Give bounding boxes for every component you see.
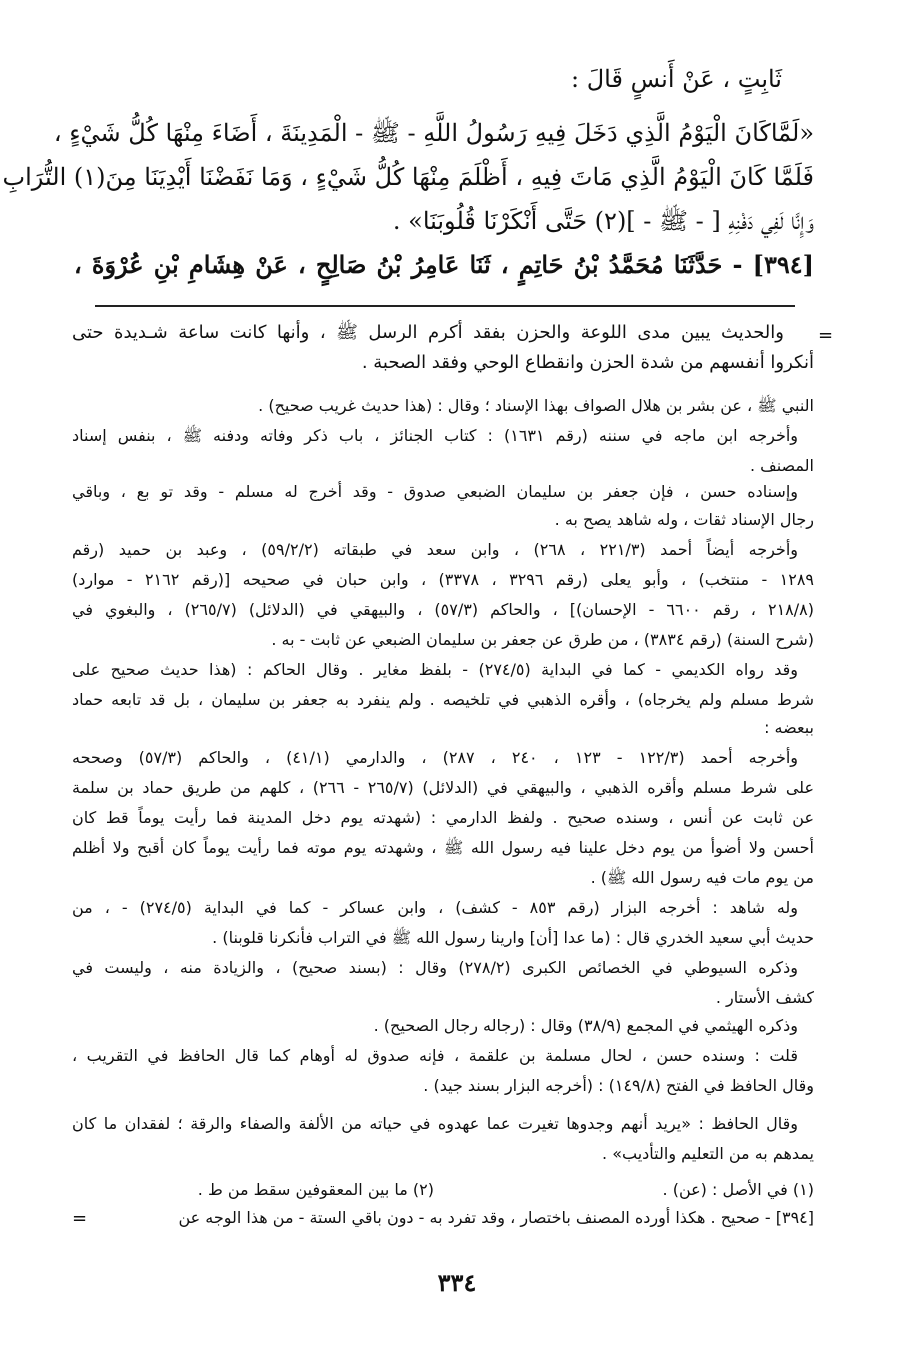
note-line: وأخرجه أيضاً أحمد (٢٢١/٣ ، ٢٦٨) ، وابن سعد في طبقاته (٥٩/٢/٢) ، وعبد بن حميد (رقم: [72, 540, 798, 559]
note-line: حديث أبي سعيد الخدري قال : (ما عدا [أن] وارينا رسول الله ﷺ في التراب فأنكرنا قلوبنا) .: [212, 928, 814, 947]
main-text-line: ثَابِتٍ ، عَنْ أَنسٍ قَالَ :: [571, 65, 782, 93]
intro-note-line: أنكروا أنفسهم من شدة الحزن وانقطاع الوحي وفقد الصحبة .: [361, 352, 814, 373]
note-line: النبي ﷺ ، عن بشر بن هلال الصواف بهذا الإسناد ؛ وقال : (هذا حديث غريب صحيح) .: [258, 396, 814, 415]
note-line: وأخرجه ابن ماجه في سننه (رقم ١٦٣١) : كتاب الجنائز ، باب ذكر وفاته ودفنه ﷺ ، بنفس إسناد: [72, 426, 799, 445]
note-line: وذكره الهيثمي في المجمع (٣٨/٩) وقال : (رجاله رجال الصحيح) .: [373, 1016, 798, 1035]
note-line: وذكره السيوطي في الخصائص الكبرى (٢٧٨/٢) وقال : (بسند صحيح) ، والزيادة منه ، وليست في: [72, 958, 798, 977]
note-line: رجال الإسناد ثقات ، وله شاهد يصح به .: [554, 510, 814, 529]
note-line: وقال الحافظ في الفتح (١٤٩/٨) : (أخرجه البزار بسند جيد) .: [423, 1076, 814, 1095]
note-line: وقد رواه الكديمي - كما في البداية (٢٧٤/٥) - بلفظ مغاير . وقال الحاكم : (هذا حديث صحيح على: [72, 660, 799, 679]
note-line: شرط مسلم ولم يخرجاه) ، وأقره الذهبي في تلخيصه . ولم ينفرد به جعفر بن سليمان ، بل قد تابعه حماد: [72, 690, 814, 709]
note-line: وإسناده حسن ، فإن جعفر بن سليمان الضبعي صدوق - وقد أخرج له مسلم - وقد تو بع ، وباقي: [72, 482, 798, 501]
note-line: وقال الحافظ : «يريد أنهم وجدوها تغيرت عما عهدوه في حياته من الألفة والصفاء والرقة ؛ لفقدان ما كان: [72, 1114, 798, 1133]
footnote-2: (٢) ما بين المعقوفين سقط من ط .: [197, 1180, 434, 1199]
main-text-line: «لَمَّاكَانَ الْيَوْمُ الَّذِي دَخَلَ فِيهِ رَسُولُ اللَّهِ - ﷺ - الْمَدِينَةَ ، أَضَاءَ مِنْهَا كُلُّ شَيْءٍ ،: [53, 119, 814, 147]
note-line: ١٢٨٩ - منتخب) ، وأبو يعلى (رقم ٣٢٩٦ ، ٣٣٧٨) ، وابن حبان في صحيحه [(رقم ٢١٦٢ - موارد): [72, 570, 814, 589]
main-text-line: وَإِنَّا لَفِي دَفْنِهِ [ - ﷺ - ](٢) حَتَّى أَنْكَرْنَا قُلُوبَنَا» .: [392, 207, 814, 235]
note-line: أحسن ولا أضوأ من يوم دخل علينا فيه رسول الله ﷺ ، وشهدته يوم موته فما رأيت يوماً كان أقبح ولا أظلم: [72, 838, 814, 857]
last-note-line: [٣٩٤] - صحيح . هكذا أورده المصنف باختصار ، وقد تفرد به - دون باقي الستة - من هذا الوجه عن: [178, 1208, 814, 1227]
page-number: ٣٣٤: [437, 1268, 477, 1297]
note-line: من يوم مات فيه رسول الله ﷺ) .: [590, 868, 814, 887]
note-line: وله شاهد : أخرجه البزار (رقم ٨٥٣ - كشف) ، وابن عساكر - كما في البداية (٢٧٤/٥) - ، من: [72, 898, 799, 917]
note-line: قلت : وسنده حسن ، لحال مسلمة بن علقمة ، فإنه صدوق له أوهام كما قال الحافظ في التقريب ،: [72, 1046, 798, 1065]
continuation-mark-bottom: =: [72, 1208, 88, 1229]
note-line: (٢١٨/٨ ، رقم ٦٦٠٠ - الإحسان)] ، والحاكم (٥٧/٣) ، والبيهقي في (الدلائل) (٢٦٥/٧) ، والبغوي في: [72, 600, 814, 619]
note-line: على شرط مسلم وأقره الذهبي ، والبيهقي في (الدلائل) (٢٦٥/٧ - ٢٦٦) ، كلهم من طريق حماد بن سلمة: [72, 778, 815, 797]
note-line: عن ثابت عن أنس ، وسنده صحيح . ولفظ الدارمي : (شهدته يوم دخل المدينة فما رأيت يوماً قط كان: [72, 808, 814, 827]
footnote-separator: [95, 305, 795, 307]
main-text-line: فَلَمَّا كَانَ الْيَوْمُ الَّذِي مَاتَ فِيهِ ، أَظْلَمَ مِنْهَا كُلُّ شَيْءٍ ، وَمَا نَفَضْنَا أَيْدِيَنَا مِنَ(١) التُّرَابِ: [2, 163, 814, 191]
note-line: ببعضه :: [764, 718, 814, 737]
hadith-394-heading: [٣٩٤] - حَدَّثَنَا مُحَمَّدُ بْنُ حَاتِمٍ ، ثَنَا عَامِرُ بْنُ صَالِحٍ ، عَنْ هِشَامِ بْنِ عُرْوَةَ ،: [74, 250, 814, 279]
note-line: وأخرجه أحمد (١٢٢/٣ - ١٢٣ ، ٢٤٠ ، ٢٨٧) ، والدارمي (٤١/١) ، والحاكم (٥٧/٣) وصححه: [72, 748, 799, 767]
intro-note-line: والحديث يبين مدى اللوعة والحزن بفقد أكرم الرسل ﷺ ، وأنها كانت ساعة شـديدة حتى: [72, 322, 784, 343]
note-line: (شرح السنة) (رقم ٣٨٣٤) ، من طرق عن جعفر بن سليمان الضبعي عن ثابت - به .: [271, 630, 814, 649]
footnote-1: (١) في الأصل : (عن) .: [662, 1180, 814, 1199]
note-line: كشف الأستار .: [715, 988, 814, 1007]
continuation-mark-top: =: [818, 325, 834, 346]
note-line: المصنف .: [749, 456, 814, 475]
note-line: يمدهم به من التعليم والتأديب» .: [602, 1144, 814, 1163]
